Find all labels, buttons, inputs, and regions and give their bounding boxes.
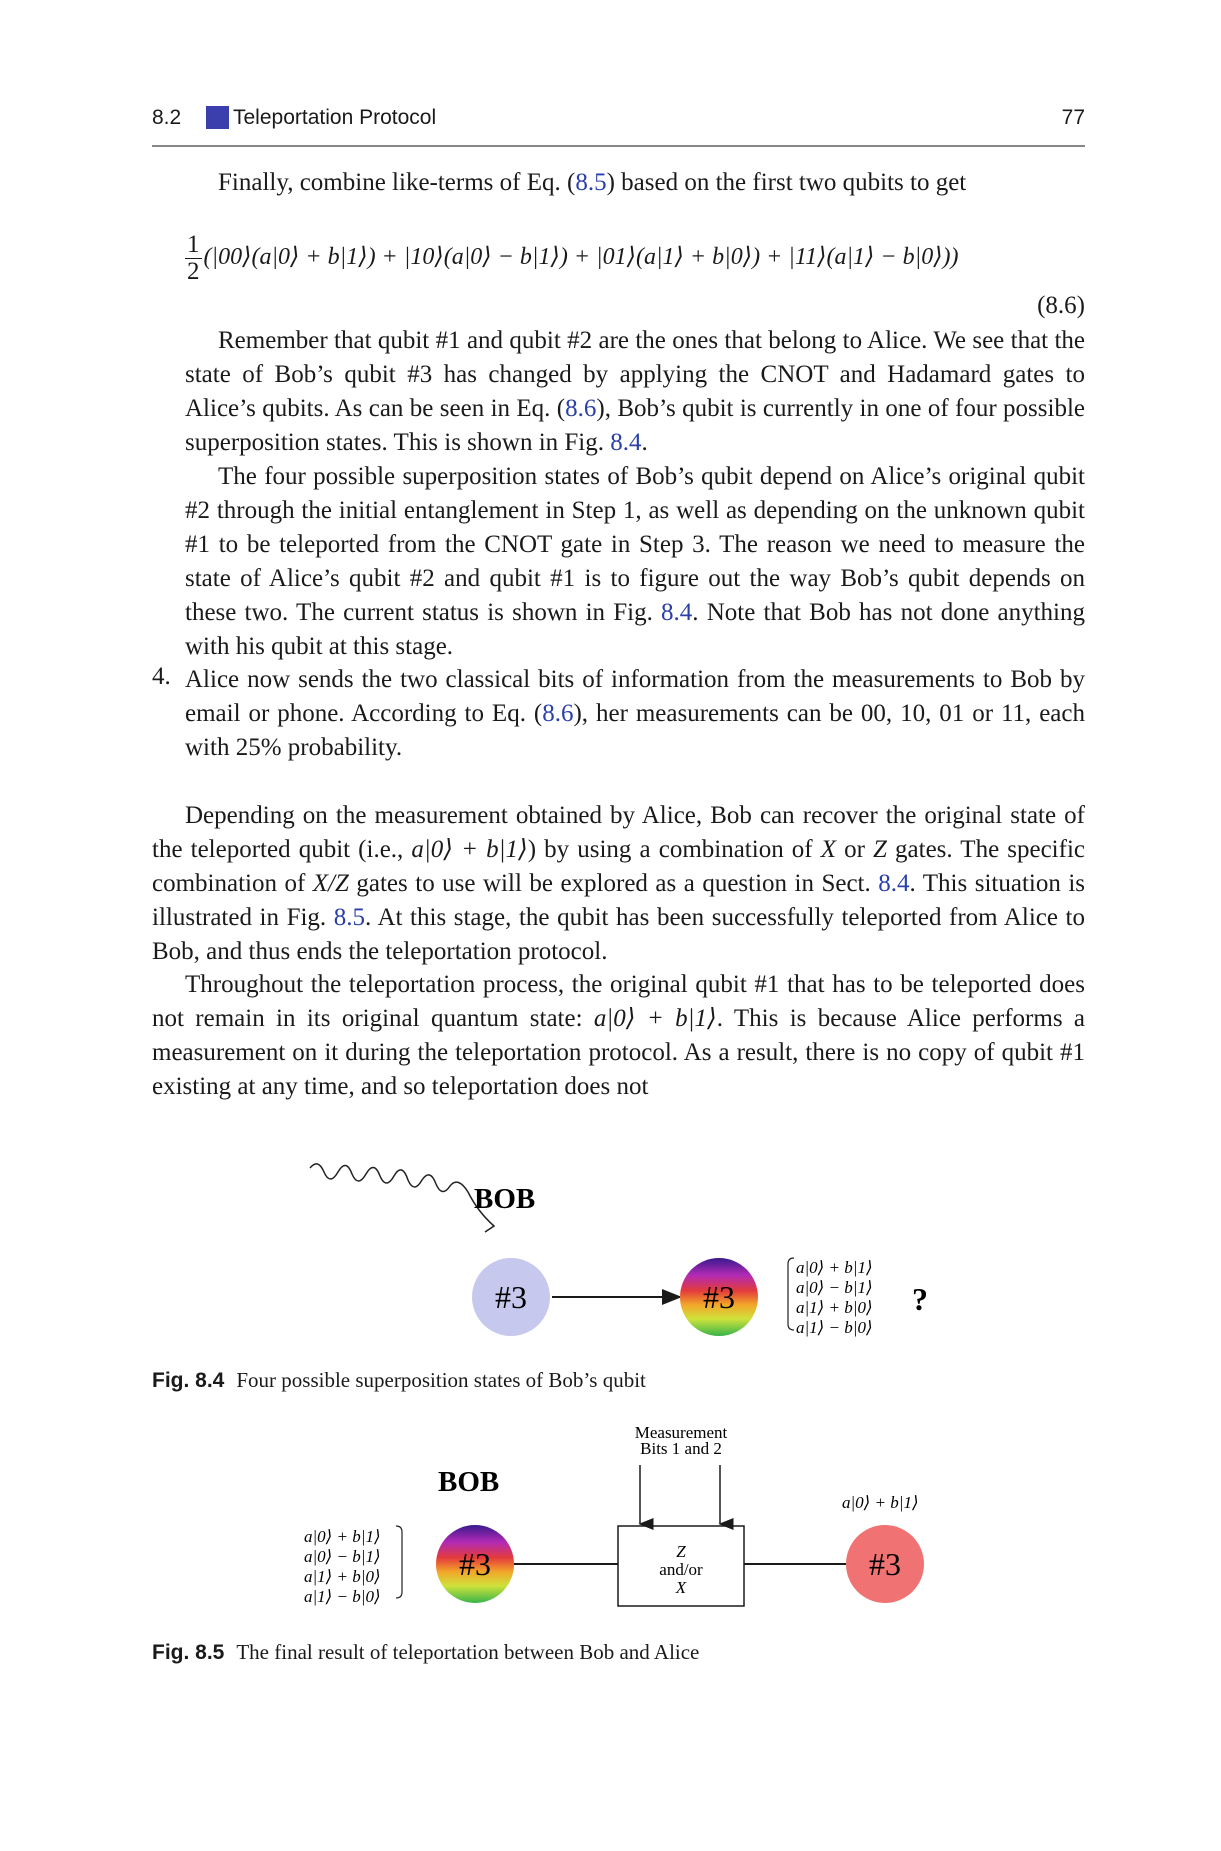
paragraph-4: Throughout the teleportation process, the original qubit #1 that has to be teleported does not remain in its original quantum state: a|0⟩ + b|1⟩. This is because Alice performs a measurement on it during the teleportation protocol. As a result, there is no copy of qubit #1 existing at any time, and so teleportation does not <box>152 971 1086 1100</box>
eq-ref-8-5[interactable]: 8.5 <box>575 169 607 196</box>
section-title: Teleportation Protocol <box>233 106 437 129</box>
fig84-bob-label: BOB <box>474 1183 536 1215</box>
fig84-brace <box>788 1258 794 1330</box>
fig84-state: a|0⟩ − b|1⟩ <box>796 1278 873 1297</box>
eq-ref-8-6[interactable]: 8.6 <box>565 395 597 422</box>
fig84-caption-label: Fig. 8.4 <box>152 1369 225 1392</box>
eq-ref-8-6[interactable]: 8.6 <box>542 700 574 727</box>
fig85-bob-label: BOB <box>438 1466 500 1498</box>
fig84-state: a|0⟩ + b|1⟩ <box>796 1258 873 1277</box>
equation-fraction: $\frac{1}{2}$ <box>187 231 200 285</box>
section-number: 8.2 <box>152 106 182 129</box>
figure-8-4 <box>300 1150 960 1350</box>
page-number: 77 <box>1061 106 1085 129</box>
fig85-state: a|1⟩ + b|0⟩ <box>304 1567 381 1586</box>
figure-8-5 <box>290 1420 970 1620</box>
fig85-state: a|1⟩ − b|0⟩ <box>304 1587 381 1606</box>
wavy-line-icon <box>310 1164 494 1232</box>
fig85-gate-x: X <box>675 1578 687 1597</box>
intro-line: Finally, combine like-terms of Eq. (8.5) based on the first two qubits to get <box>218 169 967 196</box>
fig85-brace <box>396 1526 402 1598</box>
fig85-measure-label-2: Bits 1 and 2 <box>640 1439 722 1458</box>
fig-ref-8-5[interactable]: 8.5 <box>333 904 366 931</box>
fig84-state: a|1⟩ + b|0⟩ <box>796 1298 873 1317</box>
equation-number: (8.6) <box>1037 292 1085 319</box>
fig85-result-state: a|0⟩ + b|1⟩ <box>842 1493 919 1512</box>
fig85-gate-z: Z <box>676 1542 686 1561</box>
equation-body: (|00⟩(a|0⟩ + b|1⟩) + |10⟩(a|0⟩ − b|1⟩) + |01⟩(a|1⟩ + b|0⟩) + |11⟩(a|1⟩ − b|0⟩)) <box>203 244 959 271</box>
fig-ref-8-4[interactable]: 8.4 <box>610 429 642 456</box>
paragraph-2: The four possible superposition states of Bob’s qubit depend on Alice’s original qubit #2 through the initial entanglement in Step 1, as well as depending on the unknown qubit #1 to be teleported from the CNOT gate in Step 3. The reason we need to measure the state of Alice’s qubit #2 and qubit #1 is to figure out the way Bob’s qubit depends on these two. The current status is shown in Fig. 8.4. Note that Bob has not done anything with his qubit at this stage. <box>185 463 1085 660</box>
section-square-icon <box>206 106 229 129</box>
sect-ref-8-4[interactable]: 8.4 <box>878 870 910 897</box>
header-rule <box>152 145 1085 147</box>
fig84-caption <box>152 1368 646 1393</box>
fig85-caption <box>152 1640 699 1665</box>
list-item-4: Alice now sends the two classical bits of information from the measurements to Bob by email or phone. According to Eq. (8.6), her measurements can be 00, 10, 01 or 11, each with 25% probability. <box>185 666 1085 761</box>
fig85-gate-andor: and/or <box>659 1560 703 1579</box>
list-item-number: 4. <box>152 663 171 690</box>
fig85-measure-label-1: Measurement <box>634 1423 728 1442</box>
fig84-node-left-label: #3 <box>495 1279 527 1315</box>
fig84-node-right-label: #3 <box>703 1279 735 1315</box>
paragraph-1: Remember that qubit #1 and qubit #2 are the ones that belong to Alice. We see that the state of Bob’s qubit #3 has changed by applying the CNOT and Hadamard gates to Alice’s qubits. As can be seen in Eq. (8.6), Bob’s qubit is currently in one of four possible superposition states. This is shown in Fig. 8.4. <box>185 327 1085 456</box>
fig85-caption-text: The final result of teleportation between Bob and Alice <box>236 1640 700 1664</box>
fig85-state: a|0⟩ + b|1⟩ <box>304 1527 381 1546</box>
fig84-caption-text: Four possible superposition states of Bob’s qubit <box>236 1368 646 1392</box>
fig85-state: a|0⟩ − b|1⟩ <box>304 1547 381 1566</box>
fig-ref-8-4[interactable]: 8.4 <box>661 599 693 626</box>
paragraph-3: Depending on the measurement obtained by Alice, Bob can recover the original state of the teleported qubit (i.e., a|0⟩ + b|1⟩) by using a combination of X or Z gates. The specific combination of X/Z gates to use will be explored as a question in Sect. 8.4. This situation is illustrated in Fig. 8.5. At this stage, the qubit has been successfully teleported from Alice to Bob, and thus ends the teleportation protocol. <box>152 802 1085 965</box>
fig85-node-right-label: #3 <box>869 1546 901 1582</box>
fig85-caption-label: Fig. 8.5 <box>152 1641 225 1664</box>
running-header <box>152 106 1085 144</box>
fig84-question-mark: ? <box>912 1281 928 1317</box>
fig84-state: a|1⟩ − b|0⟩ <box>796 1318 873 1337</box>
fig85-node-left-label: #3 <box>459 1546 491 1582</box>
equation-8-6 <box>185 232 1085 285</box>
